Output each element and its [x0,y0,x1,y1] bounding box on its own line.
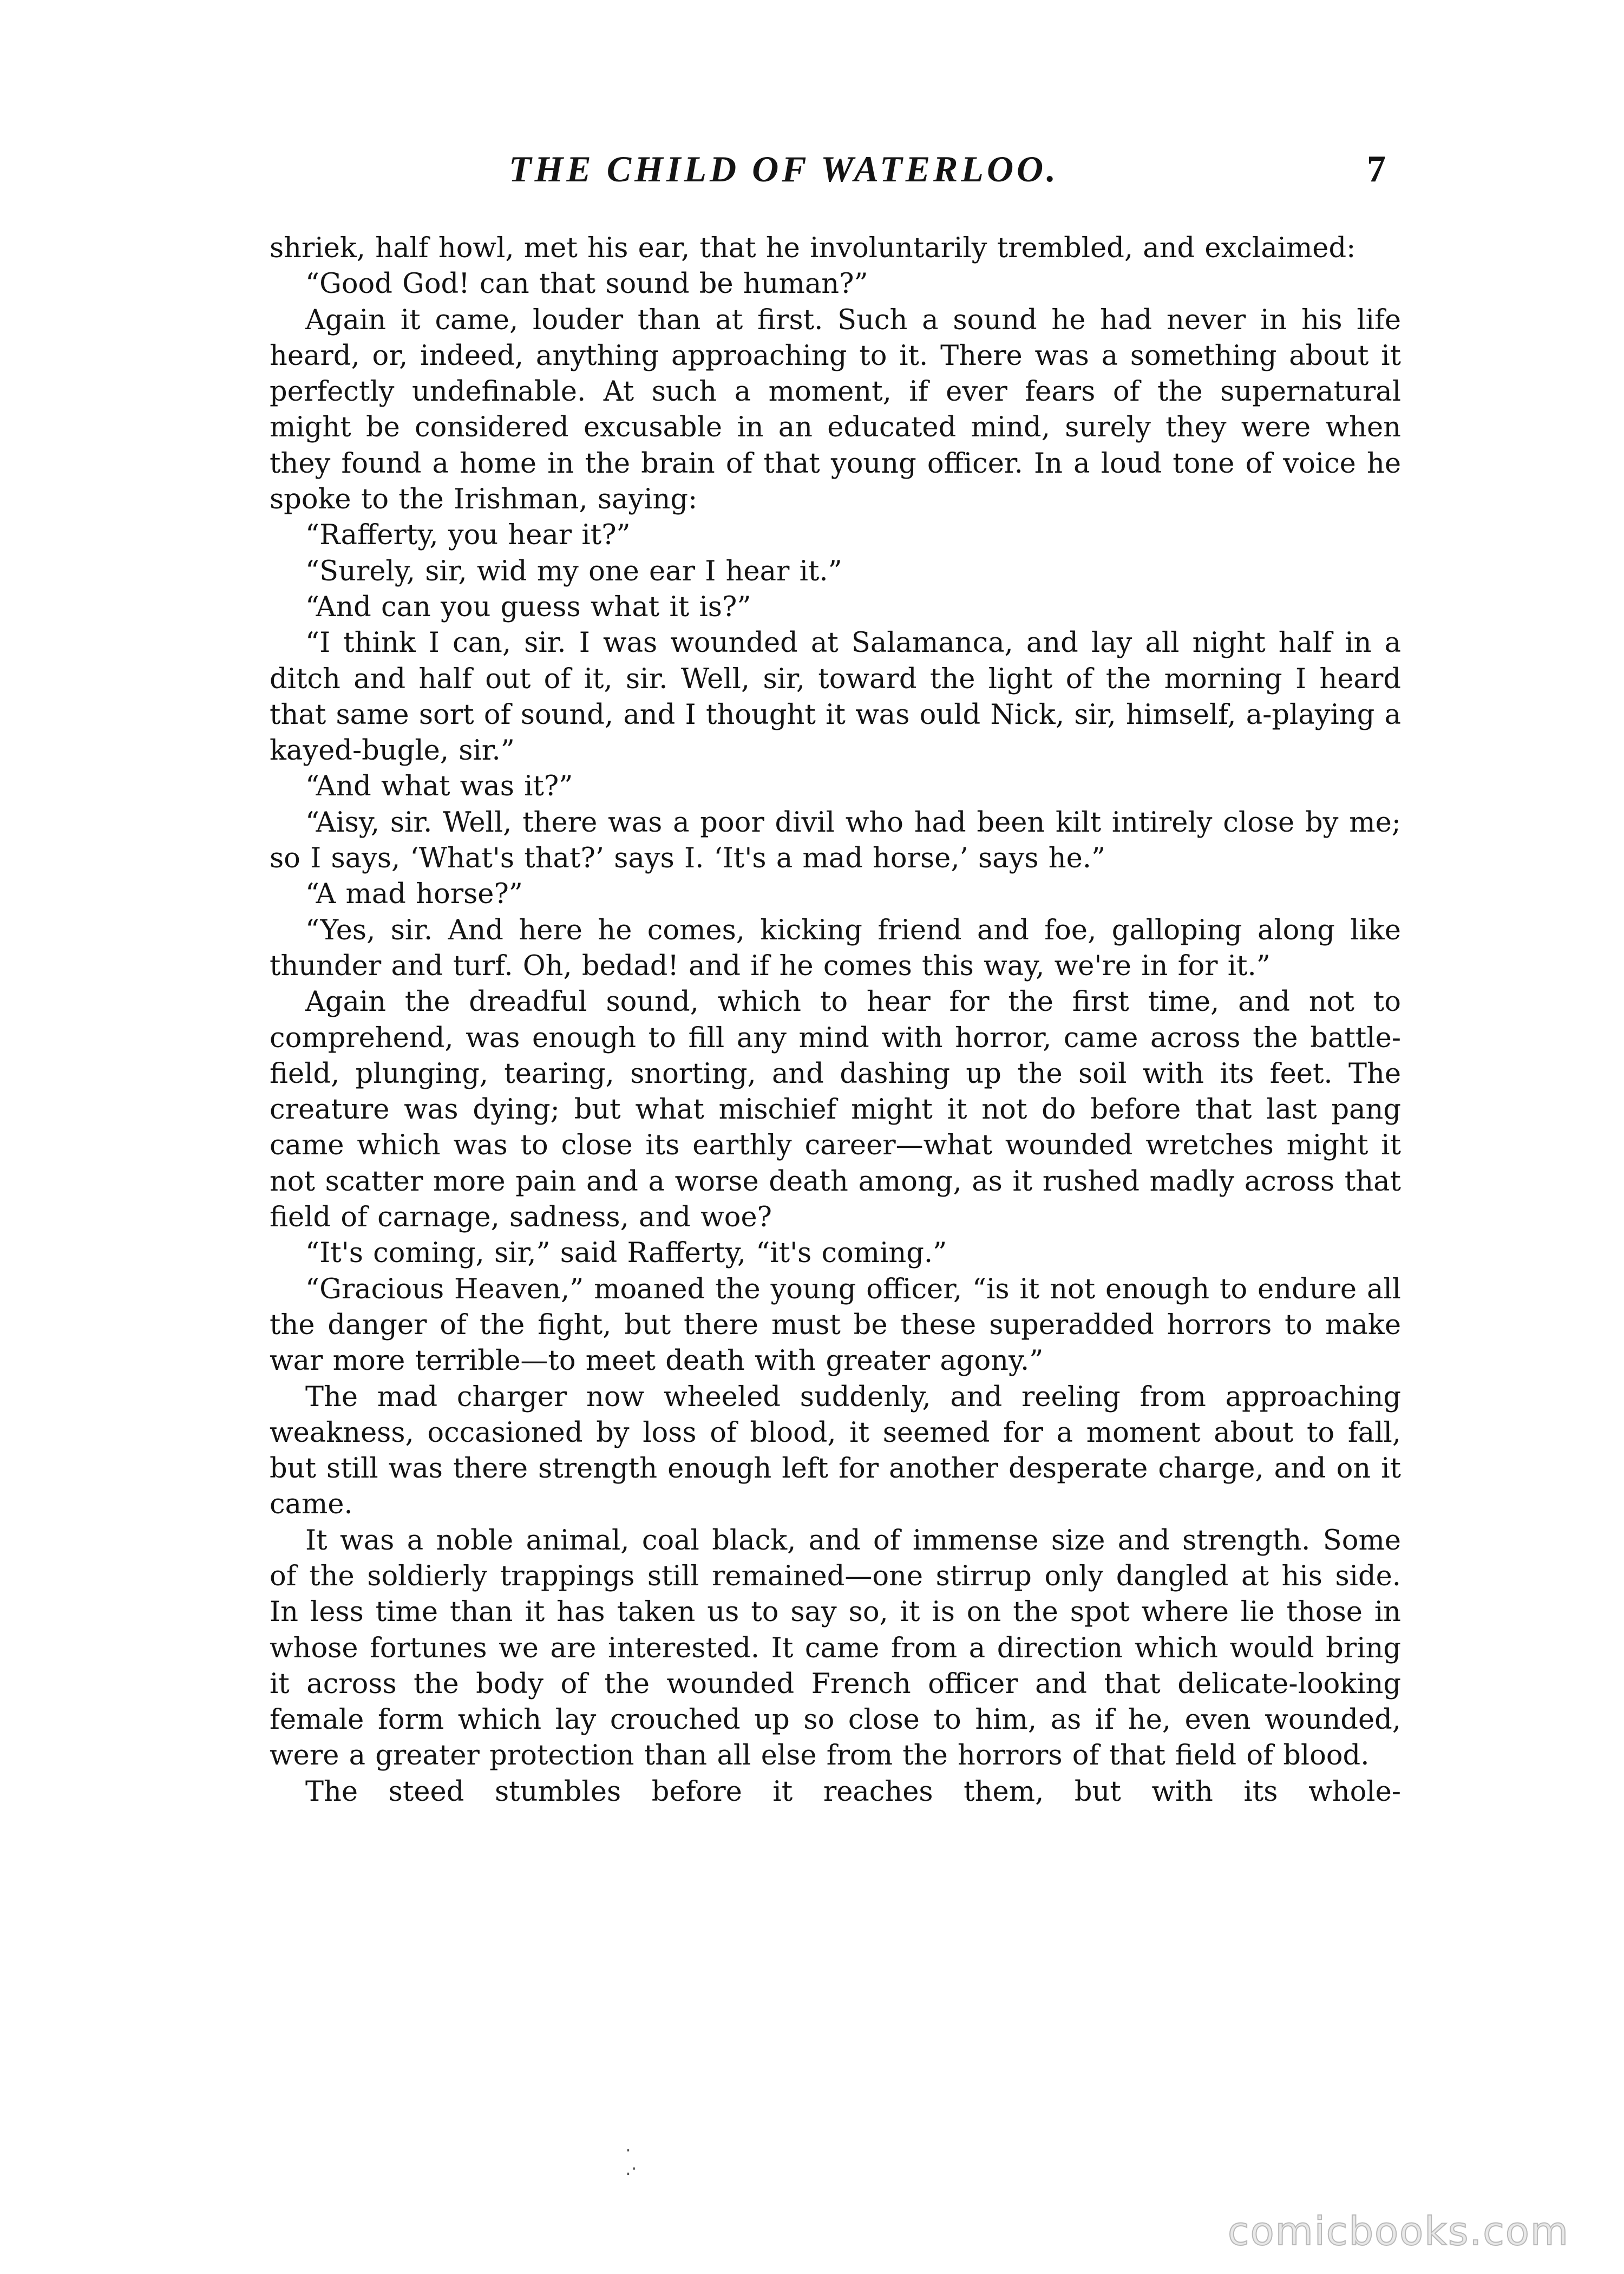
paragraph: “Surely, sir, wid my one ear I hear it.” [305,555,842,587]
paragraph: Again the dreadful sound, which to hear for the first time, and not to comprehend, was enough to fill any mind with horror, came across the battle-field, plunging, tearing, snorting, and dashing up the soil with its feet. The creature was dying; but what mischief might it not do before that last pang came which was to close its earthly career—what wounded wretches might it not scatter more pain and a worse death among, as it rushed madly across that field of carnage, sadness, and woe? [270,986,1401,1234]
paragraph: The mad charger now wheeled suddenly, and reeling from approaching weakness, occasioned by loss of blood, it seemed for a moment about to fall, but still was there strength enough left for another desperate charge, and on it came. [270,1381,1401,1521]
paragraph: “Yes, sir. And here he comes, kicking friend and foe, galloping along like thunder and turf. Oh, bedad! and if he comes this way, we're in for it.” [270,914,1401,982]
paragraph: The steed stumbles before it reaches them, but with its whole- [305,1775,1401,1808]
page-number: 7 [1367,148,1386,190]
paragraph: “And what was it?” [305,770,573,803]
paragraph: Again it came, louder than at first. Such a sound he had never in his life heard, or, indeed, anything approaching to it. There was a something about it perfectly undefinable. At such a moment, if ever fears of the supernatural might be considered excusable in an educated mind, surely they were when they found a home in the brain of that young officer. In a loud tone of voice he spoke to the Irishman, saying: [270,304,1401,516]
print-speck-marks: · .· [625,2140,637,2180]
paragraph: “And can you guess what it is?” [305,591,751,623]
paragraph: “Good God! can that sound be human?” [305,268,868,300]
paragraph: “Aisy, sir. Well, there was a poor divil who had been kilt intirely close by me; so I says, ‘What's that?’ says I. ‘It's a mad horse,’ says he.” [270,806,1401,875]
running-head-title: THE CHILD OF WATERLOO. [509,148,1059,190]
paragraph: “Gracious Heaven,” moaned the young officer, “is it not enough to endure all the danger of the fight, but there must be these superadded horrors to make war more terrible—to meet death with greater agony.” [270,1273,1401,1377]
paragraph: “It's coming, sir,” said Rafferty, “it's coming.” [305,1237,947,1270]
paragraph: It was a noble animal, coal black, and of immense size and strength. Some of the soldierly trappings still remained—one stirrup only dangled at his side. In less time than it has taken us to say so, it is on the spot where lie those in whose fortunes we are interested. It came from a direction which would bring it across the body of the wounded French officer and that delicate-looking female form which lay crouched up so close to him, as if he, even wounded, were a greater protection than all else from the horrors of that field of blood. [270,1524,1401,1772]
paragraph: shriek, half howl, met his ear, that he involuntarily trembled, and exclaimed: [270,232,1356,264]
body-text [270,231,1401,1810]
paragraph: “A mad horse?” [305,878,523,911]
watermark-logo: comicbooks.com [1228,2208,1570,2254]
paragraph: “Rafferty, you hear it?” [305,519,631,552]
paragraph: “I think I can, sir. I was wounded at Salamanca, and lay all night half in a ditch and half out of it, sir. Well, sir, toward the light of the morning I heard that same sort of sound, and I thought it was ould Nick, sir, himself, a-playing a kayed-bugle, sir.” [270,627,1401,767]
